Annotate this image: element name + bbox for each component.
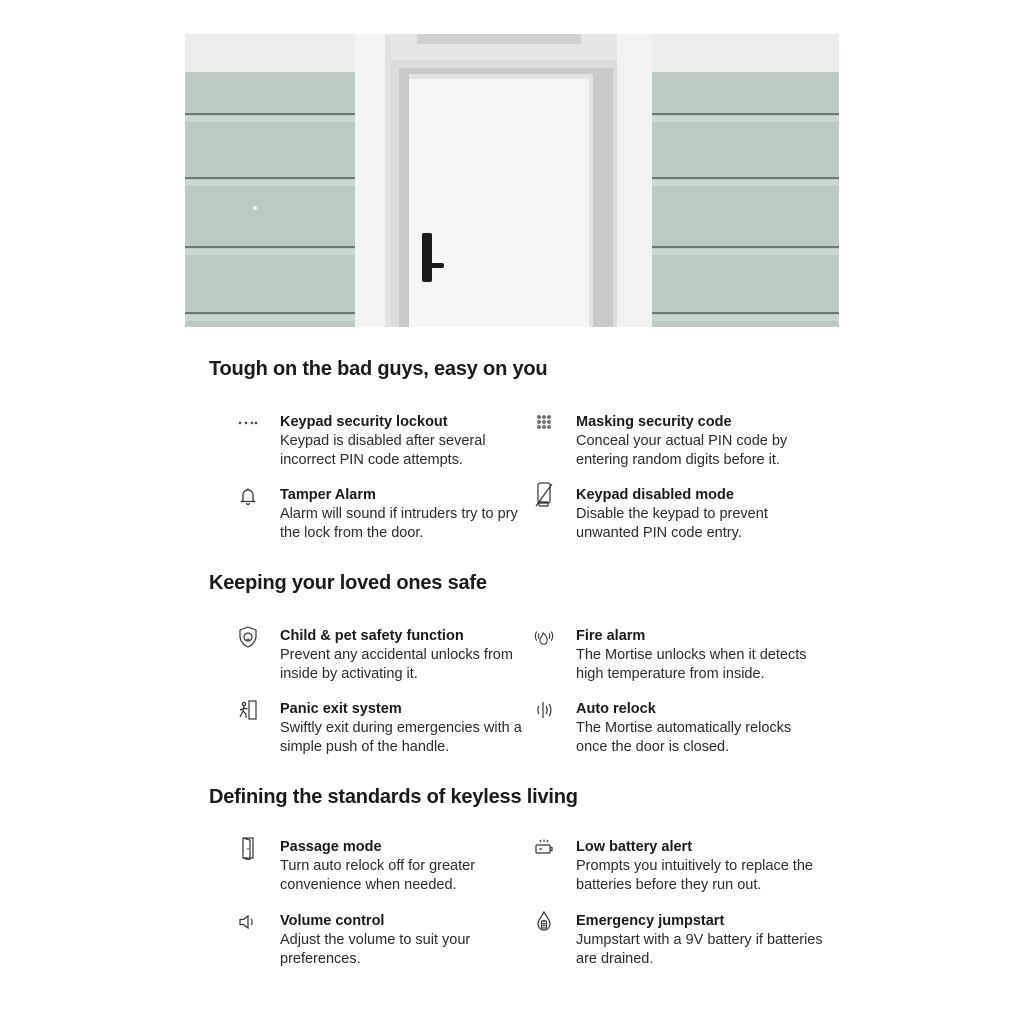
feature-fire-alarm: [576, 627, 826, 683]
passage-door-icon: [238, 838, 258, 858]
child-shield-icon: [238, 627, 258, 647]
bell-icon: [238, 486, 258, 506]
feature-title: Masking security code: [576, 414, 732, 430]
feature-title: Keypad disabled mode: [576, 487, 734, 503]
fire-alarm-icon: [534, 627, 554, 647]
feature-auto-relock: [576, 700, 826, 756]
feature-title: Panic exit system: [280, 701, 402, 717]
feature-volume-control: [280, 912, 530, 968]
jumpstart-battery-icon: [534, 912, 554, 932]
feature-description: Prevent any accidental unlocks from inside by activating it.: [280, 647, 513, 682]
feature-child-pet-safety: [280, 627, 530, 683]
feature-description: Keypad is disabled after several incorrect PIN code attempts.: [280, 433, 486, 468]
feature-keypad-security-lockout: [280, 413, 530, 469]
hero-image: [185, 34, 839, 327]
feature-passage-mode: [280, 838, 530, 894]
feature-description: Disable the keypad to prevent unwanted PIN code entry.: [576, 506, 768, 541]
feature-tamper-alarm: [280, 486, 530, 542]
feature-title: Passage mode: [280, 839, 382, 855]
feature-description: The Mortise automatically relocks once the door is closed.: [576, 720, 792, 755]
feature-description: Jumpstart with a 9V battery if batteries are drained.: [576, 932, 823, 967]
panic-exit-icon: [238, 700, 258, 720]
feature-title: Fire alarm: [576, 628, 646, 644]
feature-panic-exit-system: [280, 700, 530, 756]
feature-title: Tamper Alarm: [280, 487, 376, 503]
low-battery-icon: [534, 838, 554, 858]
feature-title: Volume control: [280, 913, 385, 929]
feature-title: Emergency jumpstart: [576, 913, 725, 929]
feature-description: Alarm will sound if intruders try to pry the lock from the door.: [280, 506, 518, 541]
speaker-volume-icon: [238, 912, 258, 932]
stars-lockout-icon: [238, 413, 258, 433]
feature-description: Swiftly exit during emergencies with a simple push of the handle.: [280, 720, 522, 755]
feature-title: Low battery alert: [576, 839, 693, 855]
feature-emergency-jumpstart: [576, 912, 826, 968]
feature-description: Turn auto relock off for greater convenience when needed.: [280, 858, 476, 893]
feature-title: Child & pet safety function: [280, 628, 464, 644]
feature-keypad-disabled-mode: [576, 486, 826, 542]
keypad-disabled-icon: [534, 486, 554, 506]
section-title-safety: Keeping your loved ones safe: [209, 572, 487, 594]
feature-description: Conceal your actual PIN code by entering random digits before it.: [576, 433, 788, 468]
keypad-grid-icon: [534, 413, 554, 433]
feature-description: Adjust the volume to suit your preferences.: [280, 932, 471, 967]
feature-masking-security-code: [576, 413, 826, 469]
section-title-keyless: Defining the standards of keyless living: [209, 786, 578, 808]
feature-description: The Mortise unlocks when it detects high temperature from inside.: [576, 647, 807, 682]
feature-title: Keypad security lockout: [280, 414, 448, 430]
feature-description: Prompts you intuitively to replace the batteries before they run out.: [576, 858, 813, 893]
feature-low-battery-alert: [576, 838, 826, 894]
auto-relock-icon: [534, 700, 554, 720]
feature-title: Auto relock: [576, 701, 656, 717]
section-title-security: Tough on the bad guys, easy on you: [209, 358, 548, 380]
